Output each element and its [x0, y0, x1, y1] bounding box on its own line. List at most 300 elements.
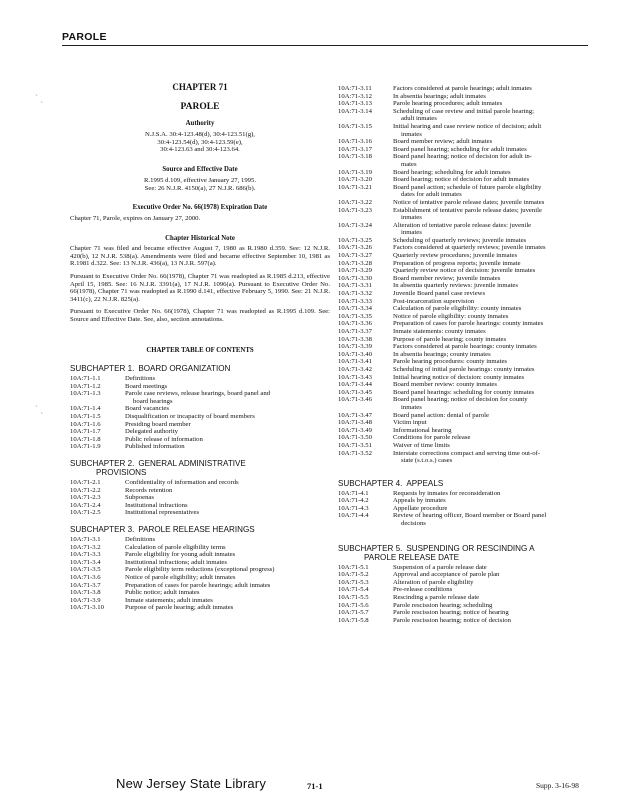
section-number: 10A:71-3.50: [338, 434, 372, 442]
section-title: [125, 589, 330, 597]
section-title: [393, 505, 592, 513]
toc-entry: [338, 434, 592, 442]
section-title-text: Suspension of a parole release date: [393, 563, 487, 571]
section-title: [393, 290, 592, 298]
section-title-text: Scheduling of case review and initial parole hearing;: [393, 107, 534, 115]
section-number: 10A:71-3.43: [338, 373, 372, 381]
section-title-text: In absentia hearings; county inmates: [393, 350, 491, 358]
section-number: 10A:71-3.32: [338, 290, 372, 298]
section-number: 10A:71-1.2: [70, 382, 101, 390]
section-number: 10A:71-1.3: [70, 390, 101, 398]
section-number: 10A:71-3.52: [338, 449, 372, 457]
section-title: [393, 336, 592, 344]
section-title: [125, 494, 330, 502]
section-title: [125, 536, 330, 544]
toc-entry: [338, 244, 592, 252]
subchapter-title: SUSPENDING OR RESCINDING A: [406, 543, 535, 553]
section-number: 10A:71-3.25: [338, 236, 372, 244]
section-title-text: Notice of tentative parole release dates; juvenile inmates: [393, 198, 545, 206]
section-number: 10A:71-3.47: [338, 411, 372, 419]
section-number: 10A:71-3.17: [338, 145, 372, 153]
section-title: [393, 427, 592, 435]
authority-line: 30:4-123.63 and 30:4-123.64.: [160, 146, 240, 154]
section-title: [393, 512, 592, 527]
section-title-text: Parole rescission hearing; scheduling: [393, 601, 493, 609]
section-number: 10A:71-3.45: [338, 388, 372, 396]
section-title: [125, 405, 330, 413]
header-rule: [62, 45, 588, 46]
section-title: [393, 85, 592, 93]
toc-entry: [338, 571, 592, 579]
toc-entry: [338, 282, 592, 290]
toc-entry: [338, 490, 592, 498]
section-number: 10A:71-3.14: [338, 107, 372, 115]
toc-entry: [70, 405, 330, 413]
authority-line: N.J.S.A. 30:4-123.48(d), 30:4-123.51(g),: [145, 130, 255, 138]
section-title: [393, 305, 592, 313]
section-title: [125, 544, 330, 552]
section-number: 10A:71-1.7: [70, 428, 101, 436]
subchapter-title: APPEALS: [406, 478, 444, 488]
history-paragraph: Chapter 71 was filed and became effective August 7, 1980 as R.1980 d.359. See: 12 N.J.R. 420(b), 12 N.J.R. 538(a). Amendments were filed and became effective September 10, 1981 as R.1981 d.322. See: 13 N.J.R. 436(a), 13 N.J.R. 597(a).: [70, 245, 330, 268]
toc-entry: [70, 383, 330, 391]
toc-entry: [70, 494, 330, 502]
toc-entry: [338, 237, 592, 245]
section-title: [393, 381, 592, 389]
section-title: [125, 443, 330, 451]
section-title: [393, 282, 592, 290]
toc-entry: [338, 146, 592, 154]
section-title: [393, 100, 592, 108]
section-title: [393, 412, 592, 420]
toc-entry: [338, 207, 592, 222]
section-number: 10A:71-3.22: [338, 198, 372, 206]
section-title-text: Board panel hearings: scheduling for county inmates: [393, 388, 535, 396]
expiration-text: Chapter 71, Parole, expires on January 27, 2000.: [70, 214, 201, 222]
section-title-text: Purpose of parole hearing; county inmates: [393, 335, 507, 343]
section-number: 10A:71-1.6: [70, 420, 101, 428]
section-number: 10A:71-2.2: [70, 486, 101, 494]
section-title: [393, 138, 592, 146]
scan-mark: ˋ ˏ: [35, 404, 44, 414]
section-title-text: Preparation of cases for parole hearings: county inmates: [393, 320, 544, 328]
section-number: 10A:71-4.2: [338, 497, 369, 505]
section-title-text: Parole eligibility term reductions (exceptional progress): [125, 566, 275, 574]
section-number: 10A:71-3.8: [70, 589, 101, 597]
section-title-text: Public release of information: [125, 435, 203, 443]
section-title-text: Parole hearing procedures: county inmates: [393, 358, 508, 366]
section-title-continued: adult inmates: [401, 115, 437, 123]
toc-entry: [338, 396, 592, 411]
section-title-text: Board member review; adult inmates: [393, 138, 493, 146]
subchapter-number: SUBCHAPTER 1.: [70, 364, 135, 374]
toc-entry: [338, 389, 592, 397]
toc-heading: CHAPTER TABLE OF CONTENTS: [146, 347, 254, 355]
section-title-text: Establishment of tentative parole release dates; juvenile: [393, 206, 542, 214]
chapter-number: CHAPTER 71: [172, 82, 228, 92]
scan-mark: ˋ ˏ: [35, 93, 44, 103]
toc-entry: [338, 505, 592, 513]
section-title: [125, 502, 330, 510]
section-number: 10A:71-3.38: [338, 335, 372, 343]
section-number: 10A:71-3.35: [338, 312, 372, 320]
toc-entry: [338, 512, 592, 527]
section-title: [393, 275, 592, 283]
section-number: 10A:71-1.9: [70, 443, 101, 451]
section-number: 10A:71-3.13: [338, 100, 372, 108]
section-number: 10A:71-3.19: [338, 168, 372, 176]
toc-entry: [338, 305, 592, 313]
toc-entry: [70, 443, 330, 451]
section-number: 10A:71-1.1: [70, 375, 101, 383]
history-paragraph: Pursuant to Executive Order No. 66(1978), Chapter 71 was readopted as R.1995 d.109. See: Source and Effective Date. See, also, section annotations.: [70, 308, 330, 323]
section-title-text: Appellate procedure: [393, 504, 448, 512]
section-title-continued: mates: [401, 160, 417, 168]
section-title-text: Initial hearing notice of decision: county inmates: [393, 373, 525, 381]
toc-entry: [338, 199, 592, 207]
section-title-text: Records retention: [125, 486, 173, 494]
authority-heading: Authority: [185, 120, 215, 128]
section-title: [393, 366, 592, 374]
section-title: [125, 413, 330, 421]
toc-entry: [338, 290, 592, 298]
toc-entry: [70, 375, 330, 383]
source-text: [70, 177, 330, 193]
section-number: 10A:71-3.4: [70, 558, 101, 566]
section-title-text: Institutional representatives: [125, 509, 200, 517]
section-title: [393, 374, 592, 382]
section-title-text: Review of hearing officer, Board member or Board panel: [393, 512, 547, 520]
section-title: [393, 260, 592, 268]
section-title: [125, 375, 330, 383]
section-number: 10A:71-3.21: [338, 183, 372, 191]
toc-entry: [338, 343, 592, 351]
section-title-text: Institutional infractions; adult inmates: [125, 558, 227, 566]
section-number: 10A:71-3.36: [338, 320, 372, 328]
section-title-continued: state (s.t.o.s.) cases: [401, 457, 453, 465]
toc-entry: [338, 366, 592, 374]
section-title-text: Board panel action: denial of parole: [393, 411, 490, 419]
toc-entry: [338, 320, 592, 328]
section-title-text: Rescinding a parole release date: [393, 594, 480, 602]
section-title: [393, 602, 592, 610]
toc-entry: [70, 597, 330, 605]
section-number: 10A:71-5.6: [338, 601, 369, 609]
section-title: [393, 490, 592, 498]
toc-entry: [70, 536, 330, 544]
section-number: 10A:71-3.29: [338, 267, 372, 275]
subchapter-title: BOARD ORGANIZATION: [138, 364, 231, 374]
section-title: [393, 320, 592, 328]
section-title: [393, 207, 592, 222]
section-number: 10A:71-2.5: [70, 509, 101, 517]
source-line: See: 26 N.J.R. 4150(a), 27 N.J.R. 686(b).: [144, 184, 256, 192]
section-number: 10A:71-3.39: [338, 343, 372, 351]
section-title: [393, 222, 592, 237]
section-title: [393, 244, 592, 252]
section-title: [393, 93, 592, 101]
section-title: [125, 566, 330, 574]
section-title: [125, 487, 330, 495]
toc-entry: [338, 85, 592, 93]
section-title-text: Requests by inmates for reconsideration: [393, 489, 501, 497]
section-number: 10A:71-3.37: [338, 328, 372, 335]
section-title-text: Scheduling of initial parole hearings: county inmates: [393, 365, 535, 373]
section-title-text: Definitions: [125, 375, 156, 383]
section-title-text: In absentia hearings; adult inmates: [393, 92, 486, 100]
section-title: [393, 358, 592, 366]
subchapter-heading: [338, 544, 592, 562]
page-number: 71-1: [307, 781, 323, 791]
section-title-text: Purpose of parole hearing; adult inmates: [125, 604, 234, 612]
section-title: [393, 389, 592, 397]
section-number: 10A:71-3.51: [338, 441, 372, 449]
section-title: [393, 123, 592, 138]
section-title-text: In absentia quarterly reviews: juvenile inmates: [393, 282, 518, 290]
toc-entry: [70, 589, 330, 597]
section-title-text: Alteration of tentative parole release dates: juvenile: [393, 221, 532, 229]
section-number: 10A:71-4.1: [338, 489, 369, 497]
section-title-text: Preparation of progress reports; juvenile inmate: [393, 259, 521, 267]
section-title-text: Parole rescission hearing; notice of decision: [393, 616, 511, 624]
section-title-text: Board panel hearing; scheduling for adult inmates: [393, 145, 527, 153]
authority-line: 30:4-123.54(d), 30:4-123.59(e),: [157, 138, 243, 146]
section-title-text: Board panel action; schedule of future parole eligibility: [393, 183, 542, 191]
section-title: [125, 428, 330, 436]
section-title: [393, 351, 592, 359]
section-number: 10A:71-1.4: [70, 405, 101, 413]
toc-entry: [338, 579, 592, 587]
toc-entry: [338, 351, 592, 359]
subchapter-heading: [338, 479, 592, 488]
section-title: [393, 434, 592, 442]
toc-entry: [338, 313, 592, 321]
toc-entry: [338, 108, 592, 123]
right-section-list: [338, 85, 592, 465]
section-number: 10A:71-3.33: [338, 297, 372, 305]
toc-entry: [338, 138, 592, 146]
section-title: [125, 559, 330, 567]
source-line: R.1995 d.109, effective January 27, 1995.: [143, 176, 257, 184]
section-number: 10A:71-3.20: [338, 176, 372, 184]
toc-entry: [70, 582, 330, 590]
section-title-text: Institutional infractions: [125, 501, 188, 509]
section-number: 10A:71-3.40: [338, 350, 372, 358]
section-title-continued: inmates: [401, 130, 422, 138]
toc-entry: [338, 564, 592, 572]
left-column: [70, 84, 330, 612]
section-number: 10A:71-2.1: [70, 479, 101, 487]
section-title-text: Victim input: [393, 419, 427, 427]
section-title: [393, 343, 592, 351]
section-title-continued: inmates: [401, 229, 422, 237]
section-title-text: Pre-release conditions: [393, 586, 453, 594]
section-title-text: Scheduling of quarterly reviews; juvenile inmates: [393, 236, 527, 244]
section-title: [393, 184, 592, 199]
toc-entry: [338, 602, 592, 610]
subchapter-number: SUBCHAPTER 3.: [70, 524, 135, 534]
authority-text: [70, 131, 330, 154]
section-number: 10A:71-3.28: [338, 259, 372, 267]
section-number: 10A:71-3.11: [338, 85, 372, 92]
section-title-text: Alteration of parole eligibility: [393, 578, 474, 586]
section-title: [393, 108, 592, 123]
subchapter-title: PAROLE RELEASE HEARINGS: [138, 524, 255, 534]
toc-entry: [338, 123, 592, 138]
section-title: [393, 571, 592, 579]
section-title-text: Definitions: [125, 535, 156, 543]
toc-entry: [338, 222, 592, 237]
section-title: [393, 237, 592, 245]
section-number: 10A:71-5.8: [338, 616, 369, 624]
toc-entry: [338, 260, 592, 268]
running-header: PAROLE: [62, 31, 107, 43]
toc-entry: [70, 544, 330, 552]
section-title-text: Disqualification or incapacity of board members: [125, 413, 255, 421]
section-number: 10A:71-3.15: [338, 122, 372, 130]
toc-entry: [338, 336, 592, 344]
history-paragraph: Pursuant to Executive Order No. 66(1978), Chapter 71 was readopted as R.1985 d.213, effective April 15, 1985. See: 16 N.J.R. 3391(a), 17 N.J.R. 1096(a). Pursuant to Executive Order No. 66(1978), Chapter 71 was readopted as R.1990 d.141, effective February 5, 1990. See: 21 N.J.R. 3411(c), 22 N.J.R. 825(a).: [70, 272, 330, 303]
section-title-continued: decisions: [401, 520, 426, 528]
section-title-text: Juvenile Board panel case reviews: [393, 290, 486, 298]
section-number: 10A:71-5.7: [338, 609, 369, 617]
section-title: [393, 267, 592, 275]
section-title: [393, 313, 592, 321]
section-number: 10A:71-3.41: [338, 358, 372, 366]
section-number: 10A:71-3.49: [338, 426, 372, 434]
section-title-text: Board panel hearing; notice of decision for county: [393, 396, 528, 404]
section-title: [393, 199, 592, 207]
section-number: 10A:71-3.24: [338, 221, 372, 229]
section-title: [393, 298, 592, 306]
section-title: [393, 396, 592, 411]
subchapter-title: PAROLE RELEASE DATE: [364, 552, 460, 562]
section-number: 10A:71-5.1: [338, 563, 369, 571]
subchapter-title: GENERAL ADMINISTRATIVE: [138, 459, 246, 469]
section-title: [393, 586, 592, 594]
subchapter-heading: [70, 459, 330, 477]
right-column: [338, 85, 592, 624]
section-number: 10A:71-3.1: [70, 535, 101, 543]
section-title: [393, 617, 592, 625]
section-title-text: Factors considered at parole hearings: county inmates: [393, 343, 537, 351]
section-title-continued: dates for adult inmates: [401, 191, 462, 199]
section-title-text: Parole case reviews, release hearings, board panel and: [125, 390, 271, 398]
right-subchapters: [338, 479, 592, 625]
section-number: 10A:71-5.2: [338, 571, 369, 579]
toc-entry: [338, 267, 592, 275]
section-title-text: Inmate statements; adult inmates: [125, 596, 213, 604]
section-title-text: Calculation of parole eligibility terms: [125, 543, 226, 551]
section-title-text: Post-incarceration supervision: [393, 297, 475, 305]
toc-entry: [338, 427, 592, 435]
section-number: 10A:71-3.2: [70, 543, 101, 551]
section-title-text: Preparation of cases for parole hearings; adult inmates: [125, 581, 271, 589]
toc-entry: [338, 586, 592, 594]
section-title: [393, 419, 592, 427]
section-title: [125, 390, 330, 405]
toc-entry: [338, 497, 592, 505]
toc-entry: [70, 574, 330, 582]
toc-entry: [70, 559, 330, 567]
toc-entry: [70, 509, 330, 517]
toc-entry: [70, 413, 330, 421]
toc-entry: [338, 594, 592, 602]
section-title: [125, 604, 330, 612]
section-title-text: Board vacancies: [125, 405, 170, 413]
section-title: [393, 450, 592, 465]
toc-entry: [338, 617, 592, 625]
section-number: 10A:71-5.4: [338, 586, 369, 594]
section-number: 10A:71-3.10: [70, 604, 104, 612]
section-number: 10A:71-1.5: [70, 413, 101, 421]
chapter-title: PAROLE: [180, 101, 220, 112]
section-number: 10A:71-3.44: [338, 381, 372, 389]
toc-entry: [70, 436, 330, 444]
section-title-text: Factors considered at quarterly reviews; juvenile inmates: [393, 244, 546, 252]
section-title: [393, 153, 592, 168]
section-number: 10A:71-3.46: [338, 396, 372, 404]
toc-entry: [338, 450, 592, 465]
toc-entry: [338, 412, 592, 420]
section-title-text: Board member review; juvenile inmates: [393, 274, 501, 282]
section-number: 10A:71-3.7: [70, 581, 101, 589]
toc-entry: [70, 566, 330, 574]
section-title-text: Board hearing; scheduling for adult inmates: [393, 168, 511, 176]
section-title: [125, 436, 330, 444]
section-number: 10A:71-5.5: [338, 594, 369, 602]
toc-entry: [70, 479, 330, 487]
section-title-text: Board hearing; notice of decision for adult inmates: [393, 176, 530, 184]
section-title: [125, 551, 330, 559]
subchapter-title: PROVISIONS: [96, 468, 147, 478]
section-title-text: Notice of parole eligibility: county inmates: [393, 312, 509, 320]
section-title-text: Board meetings: [125, 382, 168, 390]
section-title-continued: board hearings: [133, 397, 173, 405]
section-title-text: Calculation of parole eligibility: county inmates: [393, 305, 522, 313]
library-stamp: New Jersey State Library: [116, 776, 267, 791]
toc-entry: [338, 184, 592, 199]
section-title-text: Quarterly review notice of decision: juvenile inmates: [393, 267, 536, 275]
section-title: [393, 252, 592, 260]
toc-entry: [70, 502, 330, 510]
subchapter-number: SUBCHAPTER 2.: [70, 459, 135, 469]
section-title-text: Informational hearing: [393, 426, 452, 434]
section-title-text: Parole eligibility for young adult inmates: [125, 551, 236, 559]
section-title-text: Confidentiality of information and records: [125, 479, 239, 487]
section-title-text: Parole hearing procedures; adult inmates: [393, 100, 503, 108]
section-number: 10A:71-3.27: [338, 252, 372, 260]
toc-entry: [338, 328, 592, 336]
toc-entry: [338, 298, 592, 306]
section-number: 10A:71-3.26: [338, 244, 372, 252]
section-number: 10A:71-5.3: [338, 578, 369, 586]
section-title: [393, 579, 592, 587]
section-number: 10A:71-3.6: [70, 573, 101, 581]
section-number: 10A:71-3.42: [338, 365, 372, 373]
section-title: [393, 328, 592, 336]
subchapter-heading: [70, 525, 330, 534]
section-title: [393, 609, 592, 617]
section-title: [125, 574, 330, 582]
toc-entry: [338, 169, 592, 177]
section-number: 10A:71-4.4: [338, 512, 369, 520]
toc-entry: [338, 374, 592, 382]
section-number: 10A:71-3.23: [338, 206, 372, 214]
section-number: 10A:71-3.5: [70, 566, 101, 574]
section-number: 10A:71-3.18: [338, 153, 372, 161]
section-title-text: Presiding board member: [125, 420, 191, 428]
